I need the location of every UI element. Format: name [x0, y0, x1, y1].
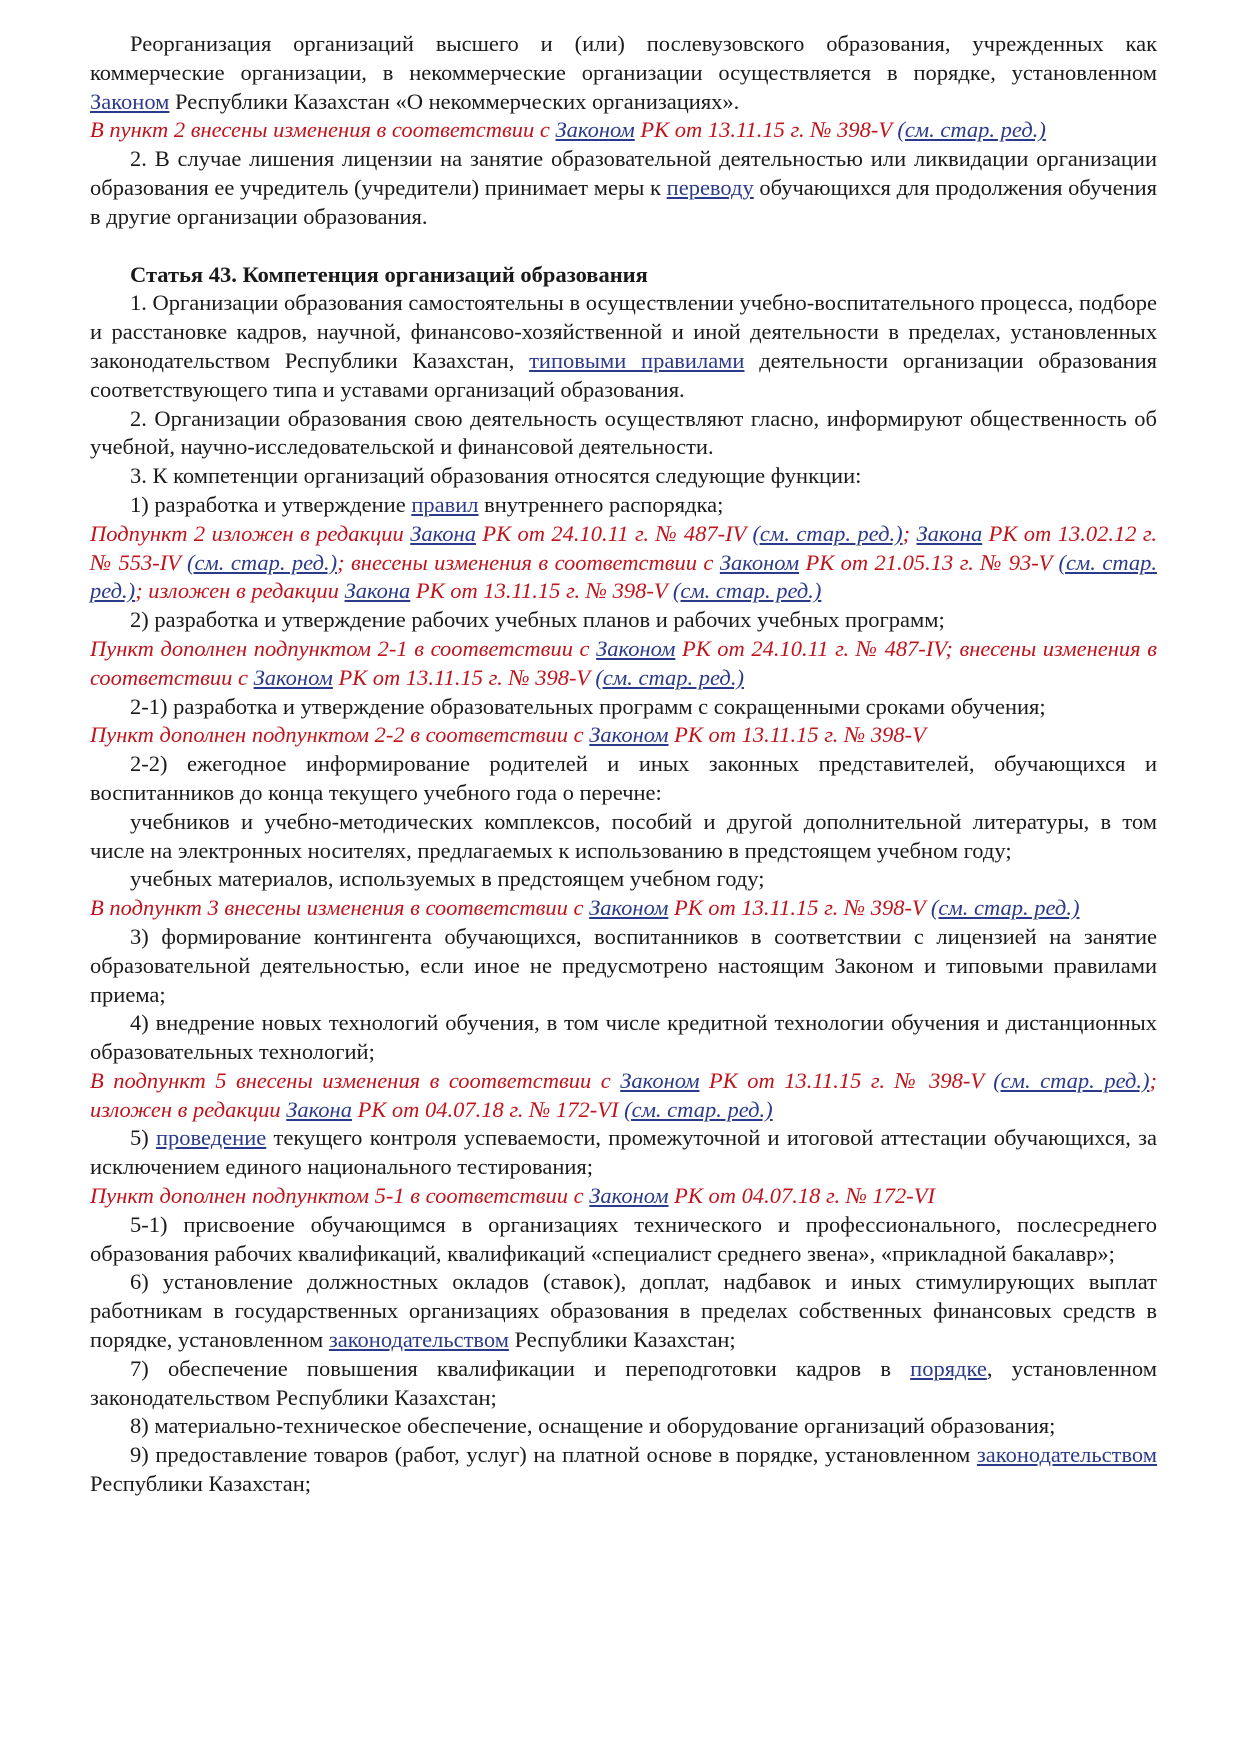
subitem-2-2-materials: учебных материалов, используемых в предстоящем учебном году;	[130, 866, 765, 892]
link-model-rules[interactable]: типовыми правилами	[529, 347, 745, 373]
amendment-note: В подпункт 3 внесены изменения в соответствии с Законом РК от 13.11.15 г. № 398-V (см. стар. ред.)	[90, 895, 1080, 921]
link-law[interactable]: Закона	[286, 1096, 352, 1122]
link-law[interactable]: Законом	[589, 722, 669, 748]
link-law[interactable]: Законом	[620, 1067, 700, 1093]
subitem-8: 8) материально-техническое обеспечение, оснащение и оборудование организаций образования;	[130, 1413, 1056, 1439]
subitem-5: 5) проведение текущего контроля успеваемости, промежуточной и итоговой аттестации обучающихся, за исключением единого национального тестирования;	[90, 1125, 1157, 1180]
subitem-9: 9) предоставление товаров (работ, услуг) на платной основе в порядке, установленном законодательством Республики Казахстан;	[90, 1442, 1157, 1497]
link-law[interactable]: Законом	[253, 664, 333, 690]
article-heading: Статья 43. Компетенция организаций образования	[130, 261, 648, 287]
link-old-edition[interactable]: (см. стар. ред.)	[595, 664, 744, 690]
paragraph-reorganization: Реорганизация организаций высшего и (или) послевузовского образования, учрежденных как коммерческие организации, в некоммерческие организации осуществляется в порядке, установленном Законом Республики Казахстан «О некоммерческих организациях».	[90, 31, 1157, 114]
link-old-edition[interactable]: (см. стар. ред.)	[672, 578, 822, 604]
amendment-note: Пункт дополнен подпунктом 5-1 в соответствии с Законом РК от 04.07.18 г. № 172-VI	[90, 1183, 936, 1209]
subitem-5-1: 5-1) присвоение обучающимся в организациях технического и профессионального, послесреднего образования рабочих квалификаций, квалификаций «специалист среднего звена», «прикладной бакалавр»;	[90, 1211, 1157, 1266]
document-page	[90, 30, 1157, 1499]
paragraph-1: 1. Организации образования самостоятельны в осуществлении учебно-воспитательного процесса, подборе и расстановке кадров, научной, финансово-хозяйственной и иной деятельности в пределах, установленных законодательством Республики Казахстан, типовыми правилами деятельности организации образования соответствующего типа и уставами организаций образования.	[90, 290, 1157, 402]
link-old-edition[interactable]: (см. стар. ред.)	[930, 895, 1080, 921]
amendment-note: Пункт дополнен подпунктом 2-1 в соответствии с Законом РК от 24.10.11 г. № 487-IV; внесены изменения в соответствии с Законом РК от 13.11.15 г. № 398-V (см. стар. ред.)	[90, 635, 1157, 690]
link-old-edition[interactable]: (см. стар. ред.)	[993, 1067, 1150, 1093]
link-old-edition[interactable]: (см. стар. ред.)	[752, 520, 903, 546]
link-law[interactable]: Закона	[344, 578, 411, 604]
link-legislation[interactable]: законодательством	[328, 1327, 509, 1353]
link-old-edition[interactable]: (см. стар. ред.)	[624, 1096, 773, 1122]
subitem-1: 1) разработка и утверждение правил внутреннего распорядка;	[130, 491, 724, 517]
link-rules[interactable]: правил	[411, 491, 479, 517]
amendment-note: Пункт дополнен подпунктом 2-2 в соответствии с Законом РК от 13.11.15 г. № 398-V	[90, 722, 926, 748]
paragraph-2: 2. Организации образования свою деятельность осуществляют гласно, информируют общественность об учебной, научно-исследовательской и финансовой деятельности.	[90, 405, 1157, 460]
link-transfer[interactable]: переводу	[666, 174, 754, 200]
amendment-note: В пункт 2 внесены изменения в соответствии с Законом РК от 13.11.15 г. № 398-V (см. стар. ред.)	[90, 117, 1046, 143]
subitem-2-2-textbooks: учебников и учебно-методических комплексов, пособий и другой дополнительной литературы, в том числе на электронных носителях, предлагаемых к использованию в предстоящем учебном году;	[90, 808, 1157, 863]
paragraph-license: 2. В случае лишения лицензии на занятие образовательной деятельностью или ликвидации организации образования ее учредитель (учредители) принимает меры к переводу обучающихся для продолжения обучения в другие организации образования.	[90, 146, 1158, 229]
subitem-6: 6) установление должностных окладов (ставок), доплат, надбавок и иных стимулирующих выплат работникам в государственных организациях образования в пределах собственных финансовых средств в порядке, установленном законодательством Республики Казахстан;	[90, 1269, 1157, 1353]
amendment-note: В подпункт 5 внесены изменения в соответствии с Законом РК от 13.11.15 г. № 398-V (см. стар. ред.); изложен в редакции Закона РК от 04.07.18 г. № 172-VI (см. стар. ред.)	[90, 1067, 1157, 1122]
subitem-2-1: 2-1) разработка и утверждение образовательных программ с сокращенными сроками обучения;	[130, 693, 1046, 719]
link-legislation[interactable]: законодательством	[976, 1442, 1157, 1468]
subitem-2: 2) разработка и утверждение рабочих учебных планов и рабочих учебных программ;	[130, 607, 945, 633]
link-law[interactable]: Законом	[90, 88, 170, 114]
link-old-edition[interactable]: (см. стар. ред.)	[897, 117, 1046, 143]
link-law[interactable]: Законом	[555, 117, 635, 143]
amendment-note: Подпункт 2 изложен в редакции Закона РК от 24.10.11 г. № 487-IV (см. стар. ред.); Закона РК от 13.02.12 г. № 553-IV (см. стар. ред.); внесены изменения в соответствии с Законом РК от 21.05.13 г. № 93-V (см. стар. ред.); изложен в редакции Закона РК от 13.11.15 г. № 398-V (см. стар. ред.)	[90, 520, 1157, 604]
link-procedure[interactable]: порядке	[910, 1355, 987, 1381]
subitem-7: 7) обеспечение повышения квалификации и переподготовки кадров в порядке, установленном законодательством Республики Казахстан;	[90, 1355, 1157, 1410]
link-law[interactable]: Законом	[589, 1183, 669, 1209]
subitem-2-2: 2-2) ежегодное информирование родителей и иных законных представителей, обучающихся и воспитанников до конца текущего учебного года о перечне:	[90, 751, 1157, 805]
subitem-3: 3) формирование контингента обучающихся, воспитанников в соответствии с лицензией на занятие образовательной деятельностью, если иное не предусмотрено настоящим Законом и типовыми правилами приема;	[90, 923, 1157, 1007]
link-law[interactable]: Законом	[596, 635, 676, 661]
link-conducting[interactable]: проведение	[156, 1125, 267, 1151]
paragraph-3: 3. К компетенции организаций образования относятся следующие функции:	[130, 463, 862, 489]
link-law[interactable]: Закона	[916, 520, 983, 546]
link-law[interactable]: Законом	[719, 549, 800, 575]
link-old-edition[interactable]: (см. стар. ред.)	[186, 549, 338, 575]
link-law[interactable]: Законом	[589, 895, 669, 921]
link-old-edition[interactable]: (см. стар. ред.)	[90, 549, 1157, 604]
subitem-4: 4) внедрение новых технологий обучения, в том числе кредитной технологии обучения и дистанционных образовательных технологий;	[90, 1010, 1157, 1065]
link-law[interactable]: Закона	[410, 520, 476, 546]
